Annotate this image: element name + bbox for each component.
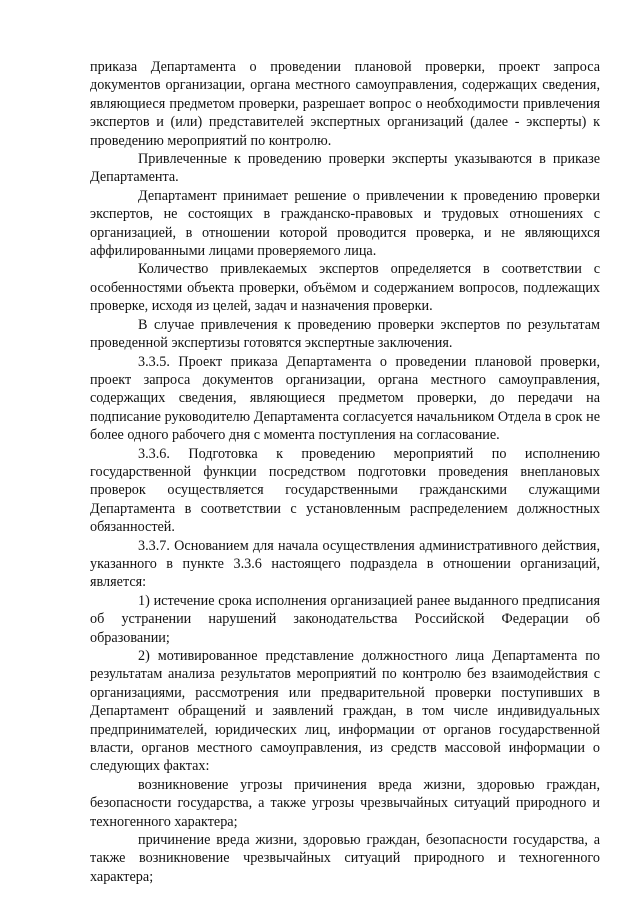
paragraph-5: В случае привлечения к проведению проверки экспертов по результатам проведенной экспертизы готовятся экспертные заключения.: [90, 316, 600, 352]
paragraph-4: Количество привлекаемых экспертов определяется в соответствии с особенностями объекта проверки, объёмом и содержанием вопросов, подлежащих проверке, исходя из целей, задач и назначения проверки.: [90, 261, 600, 315]
paragraph-2: Привлеченные к проведению проверки эксперты указываются в приказе Департамента.: [90, 151, 600, 186]
paragraph-11: возникновение угрозы причинения вреда жизни, здоровью граждан, безопасности государства, а также угрозы чрезвычайных ситуаций природного и техногенного характера;: [90, 776, 600, 830]
paragraph-6: 3.3.5. Проект приказа Департамента о проведении плановой проверки, проект запроса документов организации, органа местного самоуправления, содержащих сведения, являющиеся предметом проверки, до передачи на подписание руководителю Департамента согласуется начальником Отдела в срок не более одного рабочего дня с момента поступления на согласование.: [90, 353, 600, 444]
paragraph-7: 3.3.6. Подготовка к проведению мероприятий по исполнению государственной функции посредством подготовки проведения внеплановых проверок осуществляется государственными гражданскими служащими Департамента в соответствии с установленным распределением должностных обязанностей.: [90, 445, 600, 536]
paragraph-10: 2) мотивированное представление должностного лица Департамента по результатам анализа результатов мероприятий по контролю без взаимодействия с организациями, рассмотрения или предварительной проверки поступивших в Департамент обращений и заявлений граждан, в том числе индивидуальных предпринимателей, юридических лиц, информации от органов государственной власти, органов местного самоуправления, из средств массовой информации о следующих фактах:: [90, 648, 600, 775]
paragraph-12: причинение вреда жизни, здоровью граждан, безопасности государства, а также возникновение чрезвычайных ситуаций природного и техногенного характера;: [90, 832, 600, 885]
paragraph-3: Департамент принимает решение о привлечении к проведению проверки экспертов, не состоящих в гражданско-правовых и трудовых отношениях с организацией, в отношении которой проводится проверка, и не являющихся аффилированными лицами проверяемого лица.: [90, 187, 600, 260]
paragraph-9: 1) истечение срока исполнения организацией ранее выданного предписания об устранении нарушений законодательства Российской Федерации об образовании;: [90, 592, 600, 646]
document-body: [90, 58, 600, 886]
paragraph-1: приказа Департамента о проведении плановой проверки, проект запроса документов организации, органа местного самоуправления, содержащих сведения, являющиеся предметом проверки, разрешает вопрос о необходимости привлечения экспертов и (или) представителей экспертных организаций (далее - эксперты) к проведению мероприятий по контролю.: [90, 59, 600, 149]
paragraph-8: 3.3.7. Основанием для начала осуществления административного действия, указанного в пункте 3.3.6 настоящего подраздела в отношении организаций, является:: [90, 537, 600, 591]
